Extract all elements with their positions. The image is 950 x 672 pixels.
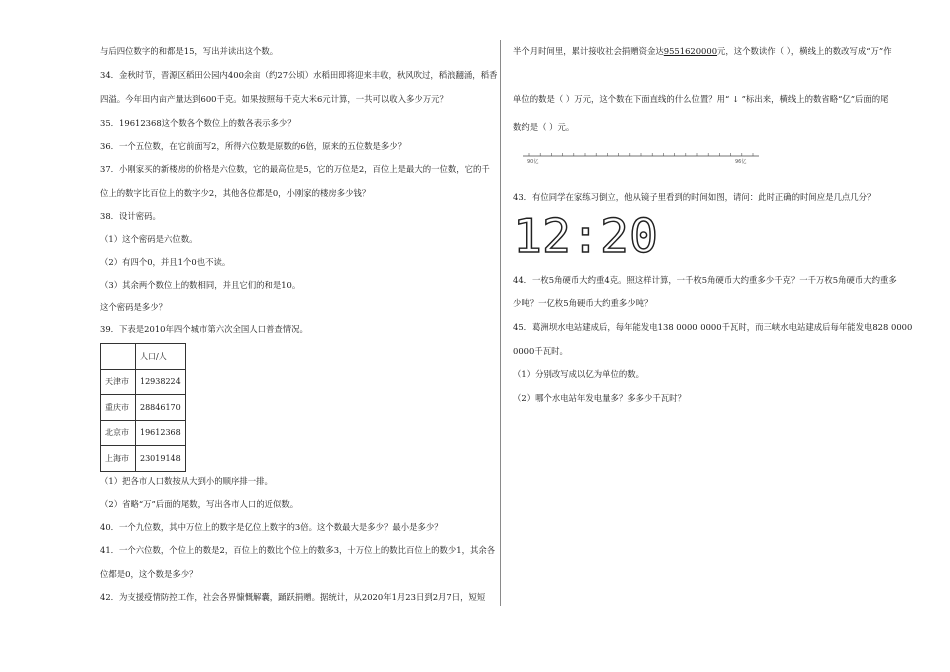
q41-line2: 位都是0，这个数是多少？ (100, 569, 198, 579)
population-cell: 12938224 (136, 369, 186, 395)
q37-line2: 位上的数字比百位上的数字少2，其他各位都是0，小刚家的楼房多少钱？ (100, 188, 371, 198)
number-line (521, 150, 761, 164)
table-header-cell: 人口/人 (136, 344, 186, 370)
number-line-ticks (529, 153, 753, 156)
population-cell: 19612368 (136, 420, 186, 446)
clock-digits: 12:20 (513, 212, 658, 258)
table-row (101, 369, 186, 395)
city-cell: 上海市 (101, 446, 136, 472)
q39-part2: （2）省略“万”后面的尾数，写出各市人口的近似数。 (100, 499, 299, 509)
table-row (101, 420, 186, 446)
q44-line2: 少吨？一亿枚5角硬币大约重多少吨？ (513, 298, 653, 308)
population-cell: 23019148 (136, 446, 186, 472)
table-row (101, 344, 186, 370)
city-cell: 北京市 (101, 420, 136, 446)
q41-line1: 41．一个六位数，个位上的数是2，百位上的数比个位上的数多3，十万位上的数比百位上的数少1，其余各 (100, 545, 496, 555)
q35: 35．19612368这个数各个数位上的数各表示多少？ (100, 118, 296, 128)
table-corner-cell (101, 344, 136, 370)
city-cell: 重庆市 (101, 395, 136, 421)
population-table (100, 343, 186, 472)
q37-line1: 37．小刚家买的新楼房的价格是六位数，它的最高位是5，它的万位是2，百位上是最大的一位数，它的千 (100, 164, 490, 174)
q45-part1: （1）分别改写成以亿为单位的数。 (513, 369, 644, 379)
table-row (101, 446, 186, 472)
table-row (101, 395, 186, 421)
column-divider (500, 40, 501, 606)
q34-line2: 四溢。今年田内亩产量达到600千克。如果按照每千克大米6元计算，一共可以收入多少万元？ (100, 94, 448, 104)
number-line-left-label: 90亿 (527, 159, 539, 164)
q40: 40．一个九位数，其中万位上的数字是亿位上数字的3倍。这个数最大是多少？最小是多少？ (100, 522, 443, 532)
q38-cond1: （1）这个密码是六位数。 (100, 234, 198, 244)
q39-part1: （1）把各市人口数按从大到小的顺序排一排。 (100, 476, 273, 486)
q42-line4: 数约是（ ）元。 (513, 122, 575, 132)
city-cell: 天津市 (101, 369, 136, 395)
q33-tail: 与后四位数字的和都是15，写出并读出这个数。 (100, 46, 279, 56)
q45-line2: 0000千瓦时。 (513, 346, 568, 356)
q34-line1: 34．金秋时节，晋源区稻田公园内400余亩（约27公顷）水稻田即将迎来丰收，秋风吹过，稻浪翻涌，稻香 (100, 70, 498, 80)
population-cell: 28846170 (136, 395, 186, 421)
q43: 43．有位同学在家练习倒立，他从镜子里看到的时间如图，请问：此时正确的时间应是几点几分？ (513, 192, 876, 202)
q38: 38．设计密码。 (100, 211, 161, 221)
number-line-right-label: 96亿 (735, 159, 747, 164)
q38-cond2: （2）有四个0，并且1个0也不读。 (100, 257, 231, 267)
donation-amount: 9551620000 (663, 46, 718, 56)
q39: 39．下表是2010年四个城市第六次全国人口普查情况。 (100, 324, 308, 334)
q38-cond3: （3）其余两个数位上的数相同，并且它们的和是10。 (100, 280, 301, 290)
q36: 36．一个五位数，在它前面写2，所得六位数是原数的6倍，原来的五位数是多少？ (100, 141, 407, 151)
q38-ask: 这个密码是多少？ (100, 302, 167, 312)
q45-line1: 45．葛洲坝水电站建成后，每年能发电138 0000 0000千瓦时，而三峡水电站建成后每年能发电828 0000 (513, 322, 913, 332)
q44-line1: 44．一枚5角硬币大约重4克。照这样计算，一千枚5角硬币大约重多少千克？一千万枚5角硬币大约重多 (513, 275, 897, 285)
q45-part2: （2）哪个水电站年发电量多？多多少千瓦时？ (513, 393, 686, 403)
q42-text-a: 半个月时间里，累计接收社会捐赠资金达 (513, 46, 664, 56)
mirrored-clock (513, 212, 663, 258)
q42-line2 (513, 46, 892, 57)
q42-line3: 单位的数是（ ）万元，这个数在下面直线的什么位置？用“ ↓ ”标出来，横线上的数省略“亿”后面的尾 (513, 94, 889, 104)
q42-line1: 42．为支援疫情防控工作，社会各界慷慨解囊，踊跃捐赠。据统计，从2020年1月23日到2月7日，短短 (100, 592, 486, 602)
q42-text-b: 元，这个数读作（ ），横线上的数改写成“万”作 (717, 46, 892, 56)
